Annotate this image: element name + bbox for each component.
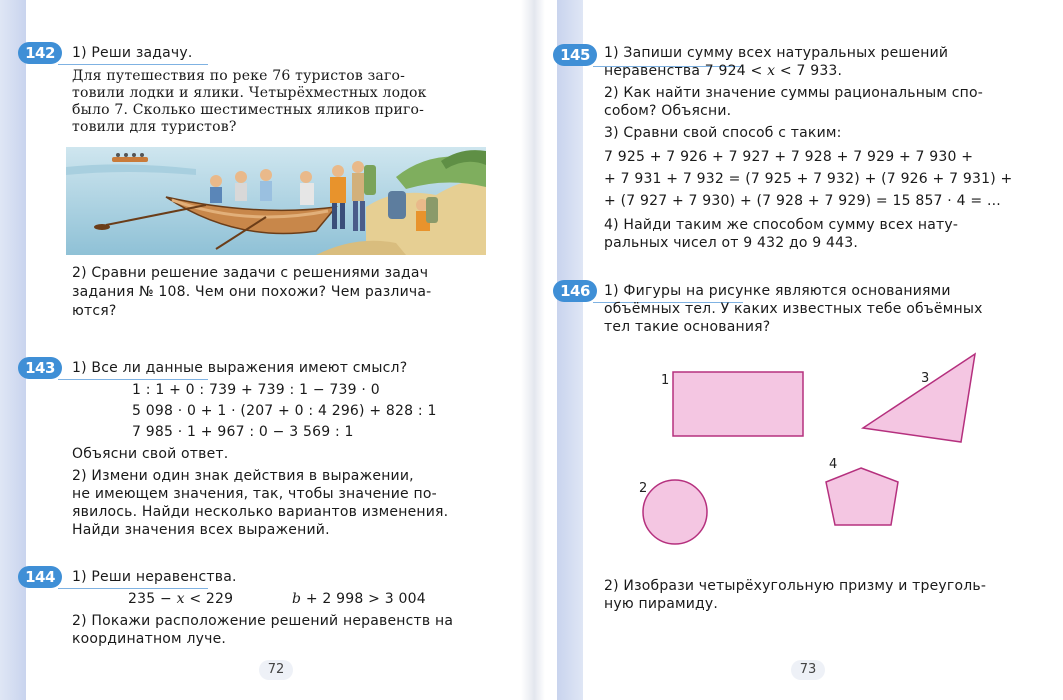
badge-underline <box>58 588 208 589</box>
inequality-1-left: 235 − <box>128 591 172 607</box>
figure-label-2: 2 <box>639 481 648 496</box>
task-145-part2-line: 2) Как найти значение суммы рациональным спо- <box>604 85 984 101</box>
sum-line: + (7 927 + 7 930) + (7 928 + 7 929) = 15 857 · 4 = ... <box>604 193 1001 209</box>
badge-underline <box>58 379 208 380</box>
inequality-variable: x <box>767 63 776 79</box>
task-143-part2-line: Найди значения всех выражений. <box>72 522 330 538</box>
task-146-part2-line: 2) Изобрази четырёхугольную призму и треуголь- <box>604 578 987 594</box>
expression-line: 5 098 · 0 + 1 · (207 + 0 : 4 296) + 828 : 1 <box>132 403 437 419</box>
task-145-part4-line: ральных чисел от 9 432 до 9 443. <box>604 235 859 251</box>
left-page-margin-stripe <box>0 0 26 700</box>
circle-shape <box>643 480 707 544</box>
right-page-margin-stripe <box>557 0 583 700</box>
task-146-part1-line: объёмных тел. У каких известных тебе объёмных <box>604 301 983 317</box>
task-146-part1-line: тел такие основания? <box>604 319 771 335</box>
rectangle-shape <box>673 372 803 436</box>
task-143-part2-line: явилось. Найди несколько вариантов изменения. <box>72 504 449 520</box>
triangle-shape <box>863 354 975 442</box>
left-page <box>0 0 531 700</box>
task-143-explain: Объясни свой ответ. <box>72 446 229 462</box>
page-number: 72 <box>259 660 293 680</box>
base-shapes-figure <box>631 348 1031 548</box>
inequality-right: < 7 933. <box>779 63 843 79</box>
task-144-part1: 1) Реши неравенства. <box>72 569 237 585</box>
expression-line: 1 : 1 + 0 : 739 + 739 : 1 − 739 · 0 <box>132 382 380 398</box>
inequality-1-variable: x <box>176 591 185 607</box>
sum-line: + 7 931 + 7 932 = (7 925 + 7 932) + (7 926 + 7 931) + <box>604 171 1013 187</box>
task-145-part3: 3) Сравни свой способ с таким: <box>604 125 842 141</box>
task-146-part2-line: ную пирамиду. <box>604 596 719 612</box>
inequality-left: неравенства 7 924 < <box>604 63 763 79</box>
inequality-2 <box>292 590 426 608</box>
pentagon-shape <box>826 468 898 525</box>
page-number: 73 <box>791 660 825 680</box>
task-number-badge: 144 <box>18 566 62 588</box>
inequality-2-variable: b <box>292 591 302 607</box>
task-number-badge: 145 <box>553 44 597 66</box>
figure-label-4: 4 <box>829 457 838 472</box>
inequality-2-right: + 2 998 > 3 004 <box>305 591 426 607</box>
task-144-part2-line: 2) Покажи расположение решений неравенств на <box>72 613 454 629</box>
task-144-part2-line: координатном луче. <box>72 631 227 647</box>
sum-line: 7 925 + 7 926 + 7 927 + 7 928 + 7 929 + 7 930 + <box>604 149 974 165</box>
badge-underline <box>58 64 208 65</box>
boat-tourists-illustration <box>66 147 486 255</box>
figure-label-3: 3 <box>921 371 930 386</box>
task-142-part2-line: ются? <box>72 303 117 319</box>
task-145-part4-line: 4) Найди таким же способом сумму всех нату- <box>604 217 959 233</box>
figure-label-1: 1 <box>661 373 670 388</box>
task-142-problem-line: Для путешествия по реке 76 туристов заго- <box>72 68 406 84</box>
inequality-1 <box>128 590 233 608</box>
task-142-part2-line: 2) Сравни решение задачи с решениями задач <box>72 265 429 281</box>
task-142-problem-line: было 7. Сколько шестиместных яликов приго- <box>72 102 425 118</box>
task-143-part1: 1) Все ли данные выражения имеют смысл? <box>72 360 408 376</box>
task-143-part2-line: не имеющем значения, так, чтобы значение по- <box>72 486 437 502</box>
task-number-badge: 146 <box>553 280 597 302</box>
task-143-part2-line: 2) Измени один знак действия в выражении, <box>72 468 414 484</box>
task-142-problem-line: товили лодки и ялики. Четырёхместных лодок <box>72 85 427 101</box>
task-145-part1-line1: 1) Запиши сумму всех натуральных решений <box>604 45 949 61</box>
right-page <box>531 0 1063 700</box>
task-number-badge: 143 <box>18 357 62 379</box>
task-145-part1-line2 <box>604 62 842 80</box>
task-142-problem-line: товили для туристов? <box>72 119 237 135</box>
task-145-part2-line: собом? Объясни. <box>604 103 732 119</box>
task-142-part1: 1) Реши задачу. <box>72 45 193 61</box>
task-146-part1-line: 1) Фигуры на рисунке являются основаниями <box>604 283 951 299</box>
inequality-1-right: < 229 <box>189 591 234 607</box>
task-142-part2-line: задания № 108. Чем они похожи? Чем различа- <box>72 284 432 300</box>
expression-line: 7 985 · 1 + 967 : 0 − 3 569 : 1 <box>132 424 354 440</box>
task-number-badge: 142 <box>18 42 62 64</box>
